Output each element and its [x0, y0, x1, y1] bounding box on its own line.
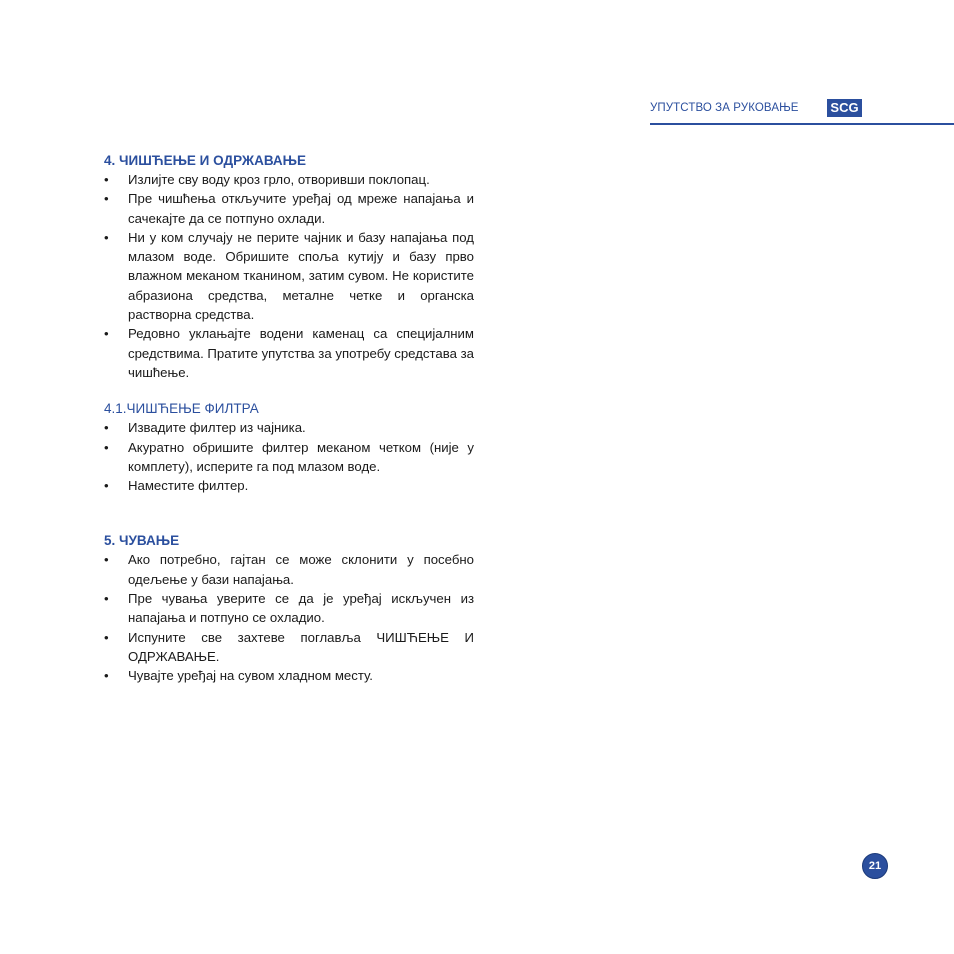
section-heading-cleaning: 4. ЧИШЋЕЊЕ И ОДРЖАВАЊЕ	[104, 153, 307, 168]
bullet-icon: •	[104, 629, 109, 645]
header-title: УПУТСТВО ЗА РУКОВАЊЕ	[650, 102, 799, 114]
bullet-icon: •	[104, 668, 109, 684]
list-item: • Пре чувања уверите се да је уређај искључен из напајања и потпуно се охладио.	[104, 591, 474, 626]
list-item: • Пре чишћења откључите уређај од мреже напајања и сачекајте да се потпуно охлади.	[104, 191, 474, 226]
spacer	[104, 495, 474, 531]
bullet-icon: •	[104, 229, 109, 245]
list-item: • Испуните све захтеве поглавља ЧИШЋЕЊЕ И ОДРЖАВАЊЕ.	[104, 629, 474, 664]
list-item: • Редовно уклањајте водени каменац са специјалним средствима. Пратите упутства за употребу средстава за чишћење.	[104, 326, 474, 380]
bullet-icon: •	[104, 326, 109, 342]
page-header	[650, 99, 954, 125]
list-item: • Акуратно обришите филтер меканом четком (није у комплету), исперите га под млазом воде.	[104, 439, 474, 474]
language-badge: SCG	[827, 99, 862, 117]
filter-list	[104, 418, 474, 495]
list-item: • Чувајте уређај на сувом хладном месту.	[104, 666, 474, 685]
section-heading-filter: 4.1.ЧИШЋЕЊЕ ФИЛТРА	[104, 401, 259, 417]
list-item: • Ни у ком случају не перите чајник и базу напајања под млазом воде. Обришите споља кутију и базу прво влажном меканом тканином, затим сувом. Не користите абразиона средства, металне четке и органска растворна средства.	[104, 229, 474, 323]
spacer	[104, 382, 474, 399]
content-column	[104, 151, 474, 686]
list-item: • Извадите филтер из чајника.	[104, 418, 474, 437]
bullet-icon: •	[104, 439, 109, 455]
bullet-icon: •	[104, 191, 109, 207]
storage-list	[104, 550, 474, 685]
bullet-icon: •	[104, 478, 109, 494]
list-item: • Наместите филтер.	[104, 476, 474, 495]
bullet-icon: •	[104, 591, 109, 607]
list-item: • Излијте сву воду кроз грло, отворивши поклопац.	[104, 170, 474, 189]
page-number-badge: 21	[862, 853, 888, 879]
cleaning-list	[104, 170, 474, 382]
bullet-icon: •	[104, 420, 109, 436]
section-heading-storage: 5. ЧУВАЊЕ	[104, 533, 180, 549]
list-item: • Ако потребно, гајтан се може склонити у посебно одељење у бази напајања.	[104, 552, 474, 587]
bullet-icon: •	[104, 172, 109, 187]
bullet-icon: •	[104, 552, 109, 568]
